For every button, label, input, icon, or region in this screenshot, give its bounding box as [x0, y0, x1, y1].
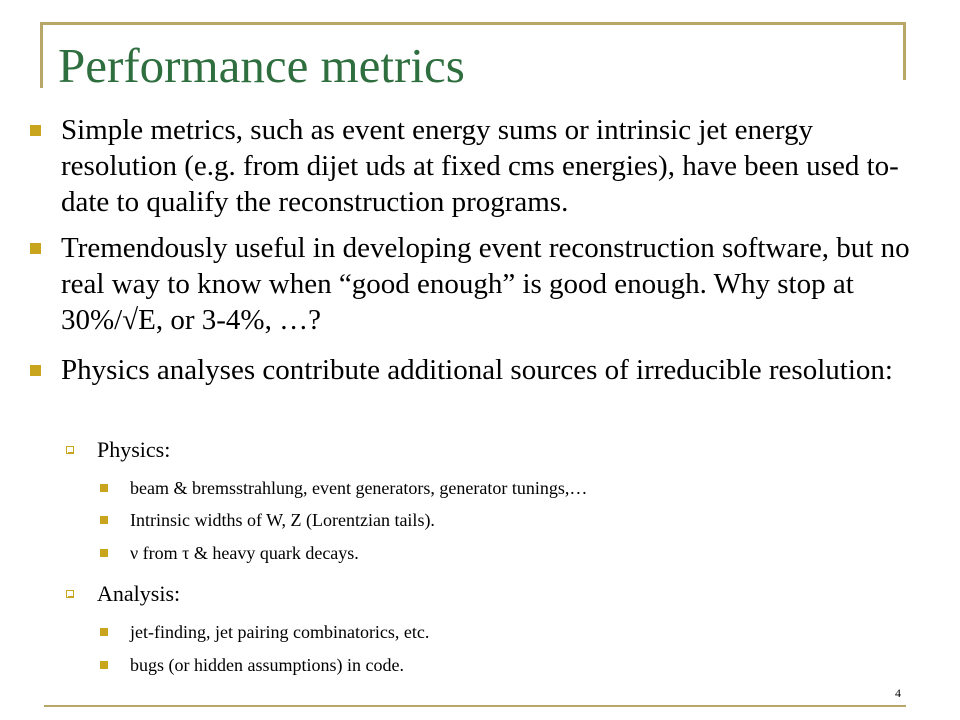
analysis-item-2: bugs (or hidden assumptions) in code.: [130, 655, 404, 675]
slide-title: Performance metrics: [58, 38, 465, 93]
sub-sub-bullet-marker: [100, 628, 108, 636]
physics-item-1: beam & bremsstrahlung, event generators, generator tunings,…: [130, 478, 588, 498]
sub-sub-bullet-marker: [100, 484, 108, 492]
sub-bullet-box-icon: [66, 590, 74, 598]
sub-bullet-analysis: Analysis:: [97, 581, 181, 606]
sub-bullet-box-icon: [66, 446, 74, 454]
sub-sub-bullet-marker: [100, 549, 108, 557]
frame-top-rule: [40, 22, 905, 25]
bullet-3-text: Physics analyses contribute additional sources of irreducible resolution:: [61, 354, 893, 386]
sub-sub-bullet-marker: [100, 516, 108, 524]
physics-item-2: Intrinsic widths of W, Z (Lorentzian tails).: [130, 510, 435, 530]
page-number: 4: [895, 686, 901, 700]
bullet-marker: [30, 125, 41, 136]
bullet-2-text: Tremendously useful in developing event reconstruction software, but no real way to know when “good enough” is good enough. Why stop at 30%/√E, or 3-4%, …?: [61, 232, 910, 336]
analysis-item-1: jet-finding, jet pairing combinatorics, etc.: [130, 622, 430, 642]
bullet-marker: [30, 243, 41, 254]
frame-left-rule: [40, 22, 43, 88]
sub-bullet-physics: Physics:: [97, 437, 171, 462]
bullet-1-text: Simple metrics, such as event energy sums or intrinsic jet energy resolution (e.g. from dijet uds at fixed cms energies), have been used to-date to qualify the reconstruction programs.: [61, 114, 899, 218]
frame-bottom-rule: [44, 705, 906, 707]
bullet-marker: [30, 365, 41, 376]
sub-sub-bullet-marker: [100, 661, 108, 669]
frame-right-rule: [903, 22, 906, 80]
physics-item-3: ν from τ & heavy quark decays.: [130, 543, 359, 563]
